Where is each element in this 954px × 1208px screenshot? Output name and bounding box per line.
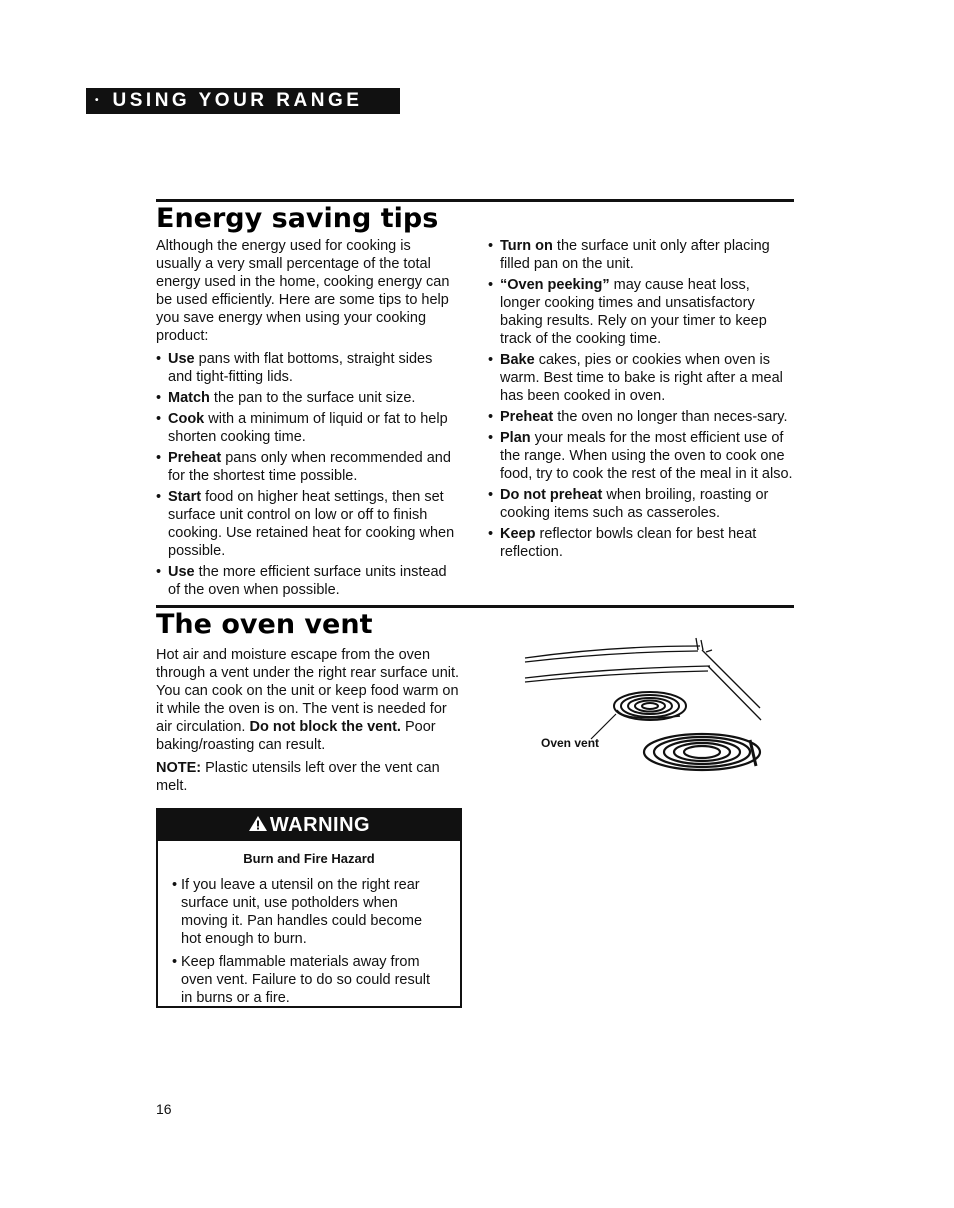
tip-keyword: Match [168,390,210,406]
tip-text: your meals for the most efficient use of the range. When using the oven to cook one food, try to cook the rest of the meal in it also. [500,430,793,482]
tip-item [488,429,793,483]
page-number: 16 [156,1101,172,1117]
note-label: NOTE: [156,760,202,776]
tip-keyword: Start [168,489,202,505]
tip-item [488,276,793,348]
note-text: Plastic utensils left over the vent can melt. [156,760,440,794]
tip-text: when broiling, roasting or cooking items such as casseroles. [500,487,769,521]
tip-item [488,525,793,561]
section-rule-energy [156,199,794,202]
banner-bullet: • [95,95,99,106]
tip-item [488,408,793,426]
tip-keyword: “Oven peeking” [500,277,610,293]
warning-header [158,810,460,841]
warning-item: • If you leave a utensil on the right rear surface unit, use potholders when moving it. Pan handles could become hot enough to burn. [172,876,438,948]
tip-text: pans with flat bottoms, straight sides and tight-fitting lids. [168,351,433,385]
tip-keyword: Use [168,564,195,580]
tip-text: the pan to the surface unit size. [209,390,416,406]
tip-item [156,488,456,560]
tip-keyword: Do not preheat [500,487,603,503]
tip-item [156,350,456,386]
tip-keyword: Preheat [168,450,222,466]
tip-text: food on higher heat settings, then set surface unit control on low or off to finish cooking. Use retained heat for cooking when possible. [168,489,455,559]
tip-keyword: Cook [168,411,205,427]
tip-text: the oven no longer than neces-sary. [553,409,788,425]
energy-right-column [488,237,793,564]
tip-item [156,410,456,446]
tip-keyword: Bake [500,352,535,368]
tip-keyword: Turn on [500,238,553,254]
vent-text: Hot air and moisture escape from the oven through a vent under the right rear surface unit. You can cook on the unit or keep food warm on it while the oven is on. The vent is needed for air circulation. [156,647,460,735]
tip-item [488,237,793,273]
energy-left-column [156,237,456,602]
section-rule-vent [156,605,794,608]
vent-title: The oven vent [156,609,373,640]
oven-vent-illustration [520,636,770,776]
tip-text: pans only when recommended and for the shortest time possible. [168,450,451,484]
figure-label: Oven vent [541,736,600,750]
tip-keyword: Use [168,351,195,367]
tip-text: reflector bowls clean for best heat reflection. [500,526,757,560]
tip-text: may cause heat loss, longer cooking times and unsatisfactory baking results. Rely on your timer to keep track of the cooking time. [500,277,767,347]
vent-text-tail: Poor baking/roasting can result. [156,719,436,753]
tip-text: with a minimum of liquid or fat to help shorten cooking time. [168,411,448,445]
warning-triangle-icon [248,815,268,832]
vent-note [156,759,462,795]
tip-item [488,486,793,522]
vent-column [156,646,462,800]
tip-item [156,389,456,407]
energy-intro: Although the energy used for cooking is usually a very small percentage of the total energy used in the home, cooking energy can be used efficiently. Here are some tips to help you save energy when using your cooking product: [156,238,450,344]
tip-text: the more efficient surface units instead of the oven when possible. [168,564,447,598]
tip-item [156,449,456,485]
tip-text: the surface unit only after placing filled pan on the unit. [500,238,770,272]
warning-box [156,808,462,1008]
section-banner [86,88,400,114]
tip-item [488,351,793,405]
tip-text: cakes, pies or cookies when oven is warm. Best time to bake is right after a meal has been cooked in oven. [500,352,783,404]
tip-keyword: Plan [500,430,531,446]
warning-subtitle: Burn and Fire Hazard [243,851,375,866]
front-coil-element [644,734,760,770]
vent-warning-bold: Do not block the vent. [249,719,401,735]
tip-item [156,563,456,599]
rear-coil-element [614,692,686,720]
energy-title: Energy saving tips [156,203,439,234]
warning-title: WARNING [269,814,371,836]
tip-keyword: Preheat [500,409,554,425]
warning-item: • Keep flammable materials away from oven vent. Failure to do so could result in burns or a fire. [172,953,438,1007]
banner-title: USING YOUR RANGE [112,90,363,112]
tip-keyword: Keep [500,526,536,542]
vent-paragraph [156,646,462,754]
